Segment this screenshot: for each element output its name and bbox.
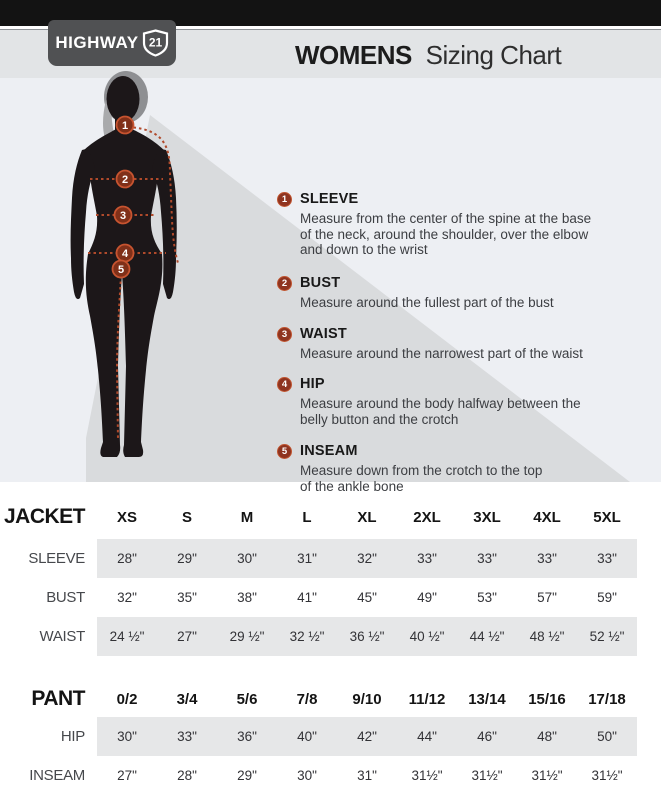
page-title-bold: WOMENS bbox=[295, 40, 412, 70]
size-header-cell: 5/6 bbox=[236, 690, 258, 708]
figure-marker-3 bbox=[115, 207, 132, 224]
size-header-cells bbox=[97, 691, 637, 708]
figure-marker-2 bbox=[117, 171, 134, 188]
measurement-text bbox=[300, 376, 581, 427]
size-header-cell: M bbox=[240, 508, 254, 526]
measurement-title: INSEAM bbox=[300, 443, 358, 459]
value-cell: 31" bbox=[297, 551, 317, 566]
size-header-cell: 4XL bbox=[533, 508, 561, 526]
size-header-cell: 3/4 bbox=[176, 690, 198, 708]
value-cell: 28" bbox=[117, 551, 137, 566]
row-values bbox=[97, 717, 637, 756]
value-cell: 52 ½" bbox=[589, 629, 625, 644]
svg-text:5: 5 bbox=[117, 264, 125, 276]
value-cell: 32" bbox=[117, 590, 137, 605]
female-silhouette-figure bbox=[50, 70, 200, 470]
size-header-cell: 9/10 bbox=[352, 690, 382, 708]
measurement-item-waist bbox=[277, 326, 661, 362]
size-header-cells bbox=[97, 509, 637, 526]
value-cell: 53" bbox=[477, 590, 497, 605]
measurement-description-line: Measure from the center of the spine at the base bbox=[300, 211, 592, 226]
table-header-row bbox=[0, 682, 661, 716]
value-cell: 45" bbox=[357, 590, 377, 605]
measurement-description-line: Measure around the fullest part of the bust bbox=[300, 295, 554, 310]
measurement-text bbox=[300, 191, 591, 258]
measurement-description-line: of the ankle bone bbox=[300, 478, 404, 494]
brand-name: HIGHWAY bbox=[55, 33, 139, 52]
size-header-cell: 3XL bbox=[473, 508, 501, 526]
value-cell: 31½" bbox=[531, 768, 563, 783]
table-rows bbox=[0, 717, 661, 795]
table-row-hip bbox=[0, 717, 661, 756]
row-label: INSEAM bbox=[29, 767, 85, 784]
value-cell: 33" bbox=[417, 551, 437, 566]
measurement-number-badge: 1 bbox=[277, 192, 292, 207]
value-cell: 33" bbox=[597, 551, 617, 566]
value-cell: 31½" bbox=[471, 768, 503, 783]
value-cell: 59" bbox=[597, 590, 617, 605]
row-values bbox=[97, 578, 637, 617]
table-row-inseam bbox=[0, 756, 661, 795]
value-cell: 31½" bbox=[411, 768, 443, 783]
figure-marker-1 bbox=[117, 117, 134, 134]
value-cell: 30" bbox=[117, 729, 137, 744]
value-cell: 28" bbox=[177, 768, 197, 783]
svg-text:3: 3 bbox=[119, 210, 127, 222]
value-cell: 42" bbox=[357, 729, 377, 744]
value-cell: 40 ½" bbox=[409, 629, 445, 644]
page-title-light: Sizing Chart bbox=[425, 40, 562, 70]
value-cell: 27" bbox=[177, 629, 197, 644]
value-cell: 36 ½" bbox=[349, 629, 385, 644]
value-cell: 32" bbox=[357, 551, 377, 566]
svg-text:2: 2 bbox=[121, 174, 129, 186]
size-header-cell: XL bbox=[357, 508, 377, 526]
value-cell: 40" bbox=[297, 729, 317, 744]
size-header-cell: 17/18 bbox=[588, 690, 626, 708]
value-cell: 41" bbox=[297, 590, 317, 605]
measurement-description-line: of the neck, around the shoulder, over the elbow bbox=[300, 226, 589, 242]
measurement-description-line: Measure down from the crotch to the top bbox=[300, 463, 543, 478]
size-header-cell: 15/16 bbox=[528, 690, 566, 708]
svg-text:1: 1 bbox=[121, 120, 129, 132]
brand-shield-icon bbox=[142, 29, 169, 57]
value-cell: 29 ½" bbox=[229, 629, 265, 644]
measurement-description-line: Measure around the narrowest part of the waist bbox=[300, 346, 583, 361]
measurement-number-badge: 3 bbox=[277, 327, 292, 342]
size-header-cell: 2XL bbox=[413, 508, 441, 526]
size-header-cell: 5XL bbox=[593, 508, 621, 526]
value-cell: 24 ½" bbox=[109, 629, 145, 644]
measurement-title: HIP bbox=[300, 376, 325, 392]
measurement-number-badge: 4 bbox=[277, 377, 292, 392]
measurement-number-badge: 2 bbox=[277, 276, 292, 291]
row-label: HIP bbox=[60, 728, 85, 745]
size-header-cell: 7/8 bbox=[296, 690, 318, 708]
jacket-size-table bbox=[0, 500, 661, 656]
measurement-title: BUST bbox=[300, 275, 341, 291]
value-cell: 46" bbox=[477, 729, 497, 744]
figure-marker-5 bbox=[113, 261, 130, 278]
measurement-diagram-section bbox=[0, 78, 661, 494]
svg-text:4: 4 bbox=[121, 248, 129, 260]
value-cell: 33" bbox=[537, 551, 557, 566]
figure-marker-4 bbox=[117, 245, 134, 262]
value-cell: 31½" bbox=[591, 768, 623, 783]
row-label: BUST bbox=[46, 589, 85, 606]
measurement-description-line: belly button and the crotch bbox=[300, 411, 459, 427]
measurement-item-bust bbox=[277, 275, 661, 311]
size-header-cell: 11/12 bbox=[408, 690, 446, 708]
measurement-text bbox=[300, 326, 583, 362]
svg-text:21: 21 bbox=[148, 35, 162, 50]
size-header-cell: 0/2 bbox=[116, 690, 138, 708]
measurement-text bbox=[300, 275, 554, 311]
value-cell: 57" bbox=[537, 590, 557, 605]
page-title bbox=[295, 40, 561, 71]
table-title: PANT bbox=[31, 687, 85, 710]
measurement-number-badge: 5 bbox=[277, 444, 292, 459]
value-cell: 44 ½" bbox=[469, 629, 505, 644]
table-title: JACKET bbox=[3, 505, 85, 528]
row-label: SLEEVE bbox=[28, 550, 85, 567]
measurement-description-line: Measure around the body halfway between the bbox=[300, 396, 581, 411]
measurement-item-sleeve bbox=[277, 191, 661, 258]
value-cell: 48" bbox=[537, 729, 557, 744]
value-cell: 36" bbox=[237, 729, 257, 744]
value-cell: 33" bbox=[477, 551, 497, 566]
value-cell: 32 ½" bbox=[289, 629, 325, 644]
table-rows bbox=[0, 539, 661, 656]
row-label: WAIST bbox=[39, 628, 85, 645]
value-cell: 38" bbox=[237, 590, 257, 605]
measurement-text bbox=[300, 443, 542, 494]
value-cell: 30" bbox=[237, 551, 257, 566]
value-cell: 27" bbox=[117, 768, 137, 783]
table-row-sleeve bbox=[0, 539, 661, 578]
value-cell: 29" bbox=[237, 768, 257, 783]
row-values bbox=[97, 756, 637, 795]
size-header-cell: S bbox=[181, 508, 192, 526]
value-cell: 30" bbox=[297, 768, 317, 783]
brand-logo bbox=[48, 20, 176, 66]
value-cell: 49" bbox=[417, 590, 437, 605]
size-header-cell: XS bbox=[116, 508, 137, 526]
table-header-row bbox=[0, 500, 661, 534]
value-cell: 33" bbox=[177, 729, 197, 744]
table-row-bust bbox=[0, 578, 661, 617]
value-cell: 35" bbox=[177, 590, 197, 605]
row-values bbox=[97, 617, 637, 656]
measurement-title: WAIST bbox=[300, 326, 347, 342]
size-header-cell: L bbox=[302, 508, 312, 526]
value-cell: 50" bbox=[597, 729, 617, 744]
value-cell: 48 ½" bbox=[529, 629, 565, 644]
value-cell: 31" bbox=[357, 768, 377, 783]
measurement-item-inseam bbox=[277, 443, 661, 494]
table-row-waist bbox=[0, 617, 661, 656]
pant-size-table bbox=[0, 682, 661, 795]
value-cell: 29" bbox=[177, 551, 197, 566]
measurement-description-line: and down to the wrist bbox=[300, 242, 428, 257]
value-cell: 44" bbox=[417, 729, 437, 744]
measurement-title: SLEEVE bbox=[300, 191, 359, 207]
size-header-cell: 13/14 bbox=[468, 690, 506, 708]
row-values bbox=[97, 539, 637, 578]
measurement-item-hip bbox=[277, 376, 661, 427]
